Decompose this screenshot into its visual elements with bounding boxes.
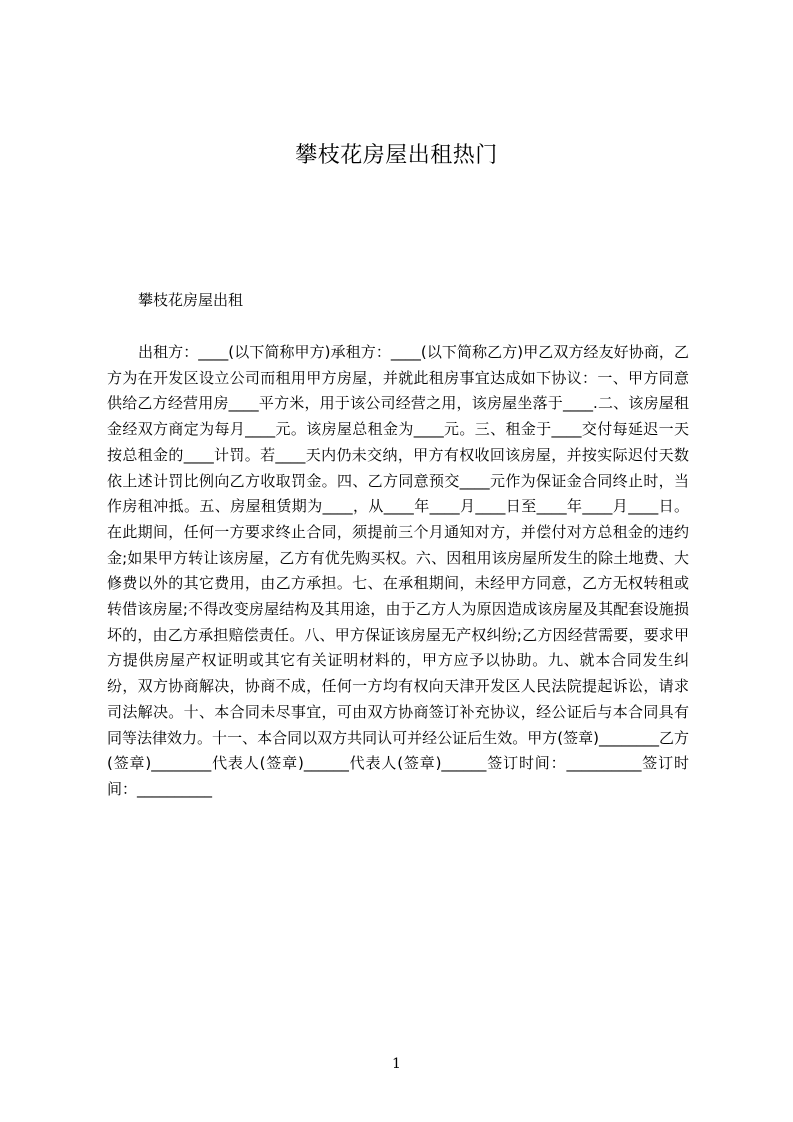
document-subtitle: 攀枝花房屋出租 [138, 291, 244, 309]
document-title: 攀枝花房屋出租热门 [295, 143, 498, 168]
page-number: 1 [392, 1056, 401, 1072]
contract-body-paragraph: 出租方：____(以下简称甲方)承租方：____(以下简称乙方)甲乙双方经友好协商，乙方为在开发区设立公司而租用甲方房屋，并就此租房事宜达成如下协议：一、甲方同意供给乙方经营用房____平方米，用于该公司经营之用，该房屋坐落于____.二、该房屋租金经双方商定为每月____元。该房屋总租金为____元。三、租金于____交付每延迟一天按总租金的____计罚。若____天内仍未交纳，甲方有权收回该房屋，并按实际迟付天数依上述计罚比例向乙方收取罚金。四、乙方同意预交____元作为保证金合同终止时，当作房租冲抵。五、房屋租赁期为____，从____年____月____日至____年____月____日。在此期间，任何一方要求终止合同，须提前三个月通知对方，并偿付对方总租金的违约金;如果甲方转让该房屋，乙方有优先购买权。六、因租用该房屋所发生的除土地费、大修费以外的其它费用，由乙方承担。七、在承租期间，未经甲方同意，乙方无权转租或转借该房屋;不得改变房屋结构及其用途，由于乙方人为原因造成该房屋及其配套设施损坏的，由乙方承担赔偿责任。八、甲方保证该房屋无产权纠纷;乙方因经营需要，要求甲方提供房屋产权证明或其它有关证明材料的，甲方应予以协助。九、就本合同发生纠纷，双方协商解决，协商不成，任何一方均有权向天津开发区人民法院提起诉讼，请求司法解决。十、本合同未尽事宜，可由双方协商签订补充协议，经公证后与本合同具有同等法律效力。十一、本合同以双方共同认可并经公证后生效。甲方(签章)________乙方(签章)________代表人(签章)______代表人(签章)______签订时间：__________签订时间：__________ [107, 343, 689, 798]
